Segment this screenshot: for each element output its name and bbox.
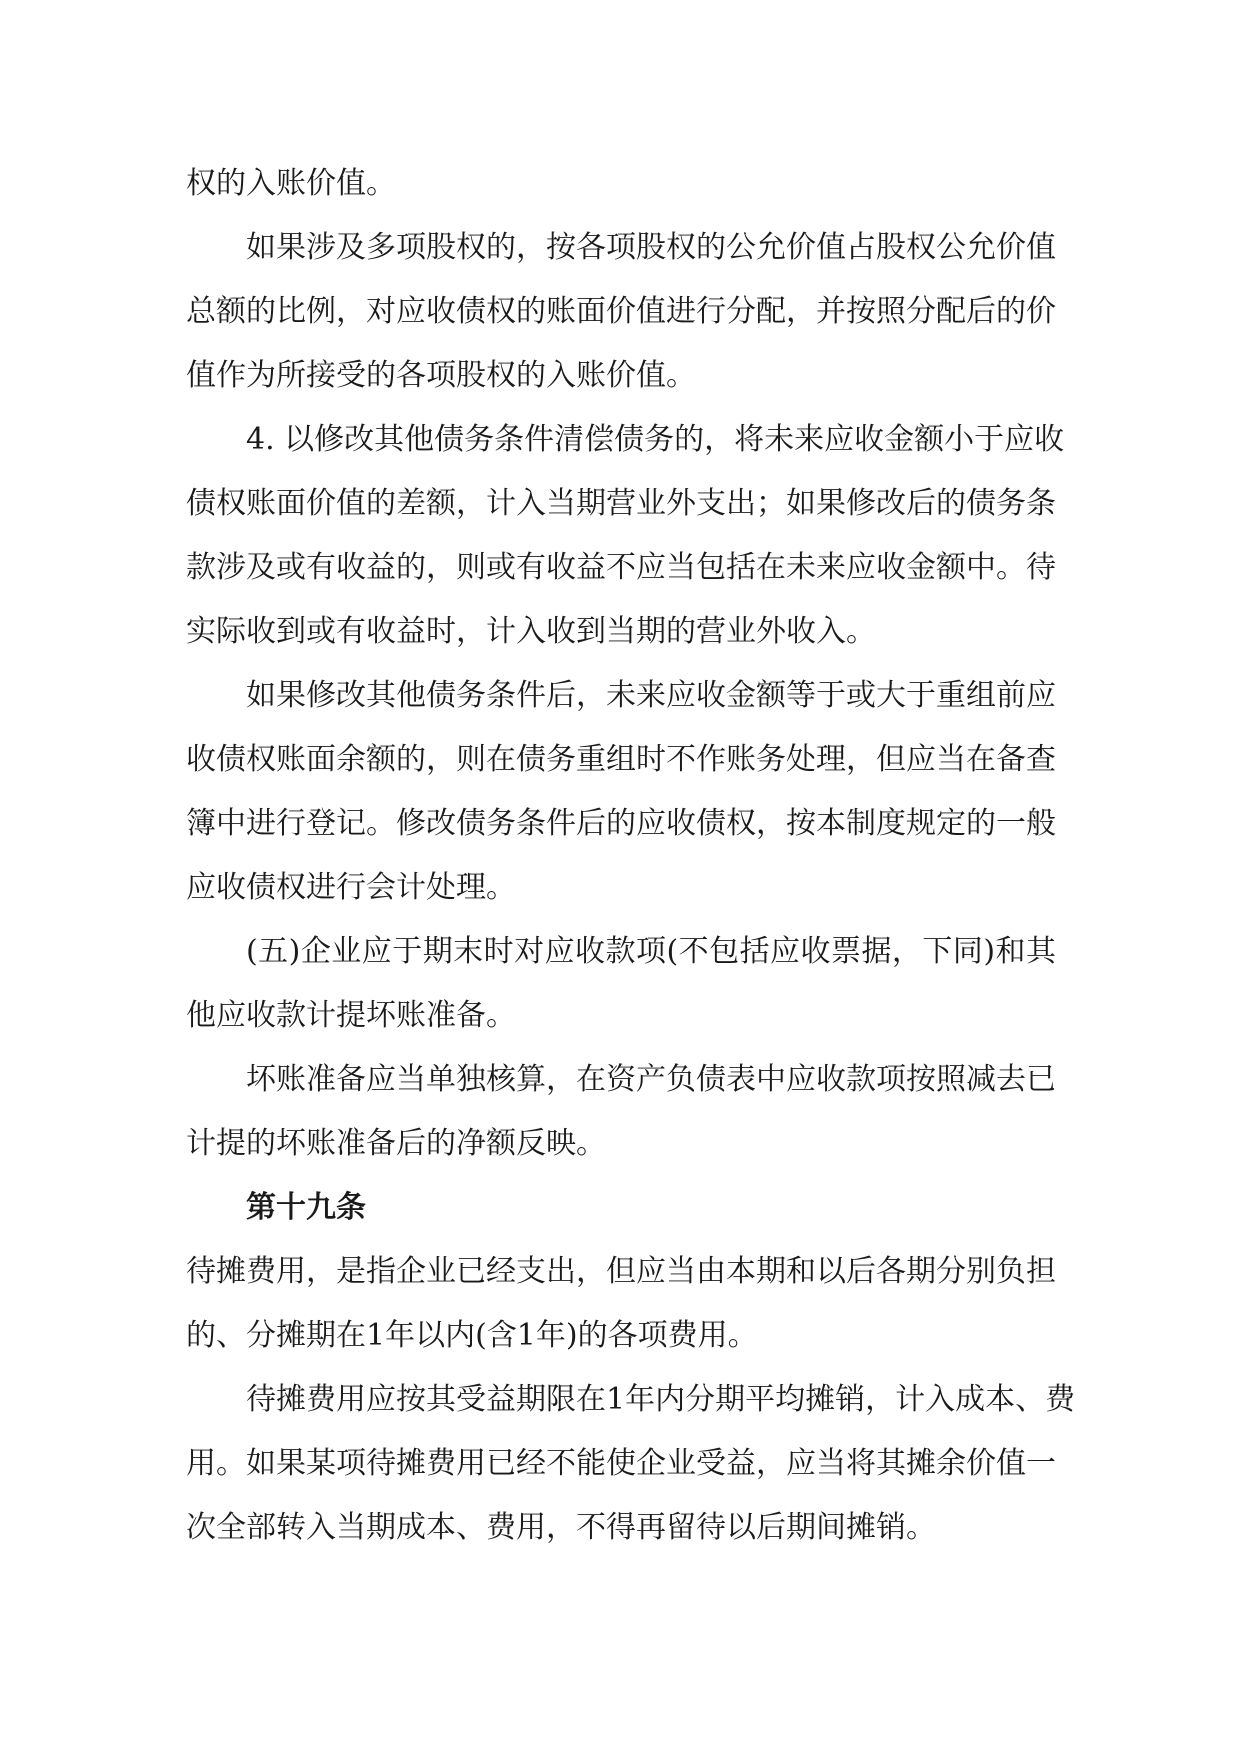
text-line: 总额的比例，对应收债权的账面价值进行分配，并按照分配后的价 [186,294,1056,329]
text-line: 计提的坏账准备后的净额反映。 [186,1126,606,1161]
text-line: 债权账面价值的差额，计入当期营业外支出；如果修改后的债务条 [186,486,1056,521]
text-line: 次全部转入当期成本、费用，不得再留待以后期间摊销。 [186,1510,936,1545]
document-body [186,152,1076,1560]
text-line: 他应收款计提坏账准备。 [186,998,516,1033]
text-line: 用。如果某项待摊费用已经不能使企业受益，应当将其摊余价值一 [186,1446,1056,1481]
text-line: 款涉及或有收益的，则或有收益不应当包括在未来应收金额中。待 [186,550,1056,585]
text-line: 的、分摊期在1年以内(含1年)的各项费用。 [186,1318,758,1353]
text-line: 如果修改其他债务条件后，未来应收金额等于或大于重组前应 [246,678,1056,713]
text-line: 权的入账价值。 [186,166,396,201]
text-line: 实际收到或有收益时，计入收到当期的营业外收入。 [186,614,876,649]
text-line: 如果涉及多项股权的，按各项股权的公允价值占股权公允价值 [246,230,1056,265]
section-heading: 第十九条 [246,1190,366,1225]
text-line: 簿中进行登记。修改债务条件后的应收债权，按本制度规定的一般 [186,806,1056,841]
text-line: 值作为所接受的各项股权的入账价值。 [186,358,696,393]
text-line: 应收债权进行会计处理。 [186,870,516,905]
text-line: 待摊费用，是指企业已经支出，但应当由本期和以后各期分别负担 [186,1254,1056,1289]
text-line: 收债权账面余额的，则在债务重组时不作账务处理，但应当在备查 [186,742,1056,777]
text-line: 待摊费用应按其受益期限在1年内分期平均摊销，计入成本、费 [246,1382,1076,1417]
text-line: 4. 以修改其他债务条件清偿债务的，将未来应收金额小于应收 [246,422,1065,457]
text-line: (五)企业应于期末时对应收款项(不包括应收票据，下同)和其 [246,934,1056,969]
text-line: 坏账准备应当单独核算，在资产负债表中应收款项按照减去已 [246,1062,1056,1097]
